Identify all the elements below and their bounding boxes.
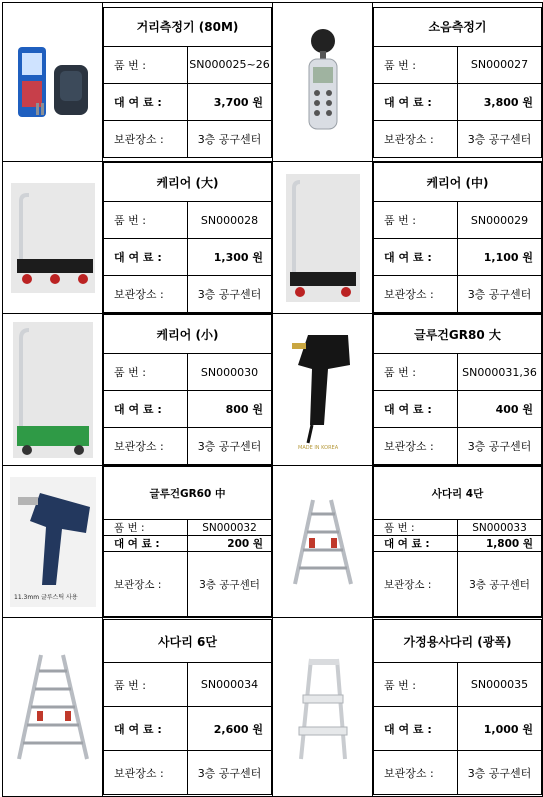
ladder-icon <box>11 651 95 763</box>
item-title: 케리어 (小) <box>104 315 272 354</box>
part-no-label: 품 번 : <box>104 663 188 707</box>
part-no-value: SN000025~26 <box>188 46 272 83</box>
part-no-value: SN000028 <box>188 202 272 239</box>
rental-fee-value: 800 원 <box>188 391 272 428</box>
location-label: 보관장소 : <box>374 428 458 465</box>
part-no-value: SN000034 <box>188 663 272 707</box>
photo-sound-level-meter <box>273 3 373 162</box>
part-no-label: 품 번 : <box>374 46 458 83</box>
photo-caption: MADE IN KOREA <box>297 444 338 451</box>
part-no-value: SN000035 <box>458 663 542 707</box>
location-value: 3층 공구센터 <box>188 276 272 313</box>
item-title: 사다리 4단 <box>374 467 542 520</box>
item-title: 케리어 (大) <box>104 163 272 202</box>
location-label: 보관장소 : <box>374 120 458 157</box>
platform-cart-icon <box>286 174 360 302</box>
rental-fee-label: 대 여 료 : <box>104 536 188 552</box>
rental-fee-value: 1,300 원 <box>188 239 272 276</box>
card-ladder-6 <box>103 618 273 797</box>
rental-fee-label: 대 여 료 : <box>374 391 458 428</box>
location-label: 보관장소 : <box>374 552 458 617</box>
part-no-value: SN000032 <box>188 520 272 536</box>
rental-fee-label: 대 여 료 : <box>374 83 458 120</box>
item-title: 글루건GR60 中 <box>104 467 272 520</box>
rental-fee-label: 대 여 료 : <box>374 239 458 276</box>
step-stool-icon <box>287 651 359 763</box>
photo-laser-rangefinder <box>3 3 103 162</box>
part-no-label: 품 번 : <box>374 520 458 536</box>
sound-level-meter-icon <box>293 27 353 137</box>
rental-fee-label: 대 여 료 : <box>374 536 458 552</box>
glue-gun-icon <box>288 325 358 455</box>
location-label: 보관장소 : <box>104 276 188 313</box>
part-no-label: 품 번 : <box>104 202 188 239</box>
rental-fee-value: 400 원 <box>458 391 542 428</box>
part-no-value: SN000027 <box>458 46 542 83</box>
part-no-value: SN000031,36 <box>458 354 542 391</box>
card-step-stool <box>373 618 543 797</box>
rental-fee-value: 3,700 원 <box>188 83 272 120</box>
rental-fee-value: 3,800 원 <box>458 83 542 120</box>
part-no-value: SN000029 <box>458 202 542 239</box>
equipment-grid <box>2 2 543 797</box>
item-title: 케리어 (中) <box>374 163 542 202</box>
item-title: 가정용사다리 (광폭) <box>374 620 542 663</box>
location-value: 3층 공구센터 <box>458 428 542 465</box>
part-no-label: 품 번 : <box>104 46 188 83</box>
card-glue-gun-gr60 <box>103 466 273 618</box>
part-no-value: SN000030 <box>188 354 272 391</box>
rental-fee-label: 대 여 료 : <box>104 83 188 120</box>
part-no-label: 품 번 : <box>374 354 458 391</box>
card-laser-rangefinder <box>103 3 273 162</box>
item-title: 소음측정기 <box>374 7 542 46</box>
ladder-icon <box>285 496 361 588</box>
photo-cart-large <box>3 162 103 314</box>
rental-fee-value: 1,800 원 <box>458 536 542 552</box>
location-label: 보관장소 : <box>374 751 458 795</box>
card-cart-small <box>103 314 273 466</box>
part-no-value: SN000033 <box>458 520 542 536</box>
part-no-label: 품 번 : <box>104 520 188 536</box>
rental-fee-value: 1,100 원 <box>458 239 542 276</box>
item-title: 사다리 6단 <box>104 620 272 663</box>
rental-fee-label: 대 여 료 : <box>104 239 188 276</box>
rental-fee-label: 대 여 료 : <box>104 391 188 428</box>
photo-glue-gun-gr80 <box>273 314 373 466</box>
glue-gun-icon <box>10 477 96 607</box>
photo-cart-small <box>3 314 103 466</box>
card-ladder-4 <box>373 466 543 618</box>
location-value: 3층 공구센터 <box>188 751 272 795</box>
location-value: 3층 공구센터 <box>458 276 542 313</box>
photo-ladder-6 <box>3 618 103 797</box>
photo-glue-gun-gr60 <box>3 466 103 618</box>
photo-caption: 11.3mm 글루스틱 사용 <box>13 593 78 601</box>
photo-cart-medium <box>273 162 373 314</box>
location-value: 3층 공구센터 <box>188 120 272 157</box>
location-value: 3층 공구센터 <box>188 428 272 465</box>
item-title: 글루건GR80 大 <box>374 315 542 354</box>
location-label: 보관장소 : <box>104 751 188 795</box>
location-label: 보관장소 : <box>104 428 188 465</box>
part-no-label: 품 번 : <box>104 354 188 391</box>
card-cart-medium <box>373 162 543 314</box>
card-cart-large <box>103 162 273 314</box>
photo-ladder-4 <box>273 466 373 618</box>
rental-fee-value: 1,000 원 <box>458 707 542 751</box>
location-value: 3층 공구센터 <box>188 552 272 617</box>
location-value: 3층 공구센터 <box>458 552 542 617</box>
location-value: 3층 공구센터 <box>458 751 542 795</box>
platform-cart-icon <box>11 183 95 293</box>
location-label: 보관장소 : <box>104 120 188 157</box>
location-label: 보관장소 : <box>374 276 458 313</box>
part-no-label: 품 번 : <box>374 663 458 707</box>
laser-rangefinder-icon <box>8 37 98 127</box>
part-no-label: 품 번 : <box>374 202 458 239</box>
location-label: 보관장소 : <box>104 552 188 617</box>
rental-fee-label: 대 여 료 : <box>374 707 458 751</box>
location-value: 3층 공구센터 <box>458 120 542 157</box>
rental-fee-value: 2,600 원 <box>188 707 272 751</box>
rental-fee-value: 200 원 <box>188 536 272 552</box>
platform-cart-icon <box>13 322 93 458</box>
rental-fee-label: 대 여 료 : <box>104 707 188 751</box>
card-sound-level-meter <box>373 3 543 162</box>
item-title: 거리측정기 (80M) <box>104 7 272 46</box>
card-glue-gun-gr80 <box>373 314 543 466</box>
photo-step-stool <box>273 618 373 797</box>
